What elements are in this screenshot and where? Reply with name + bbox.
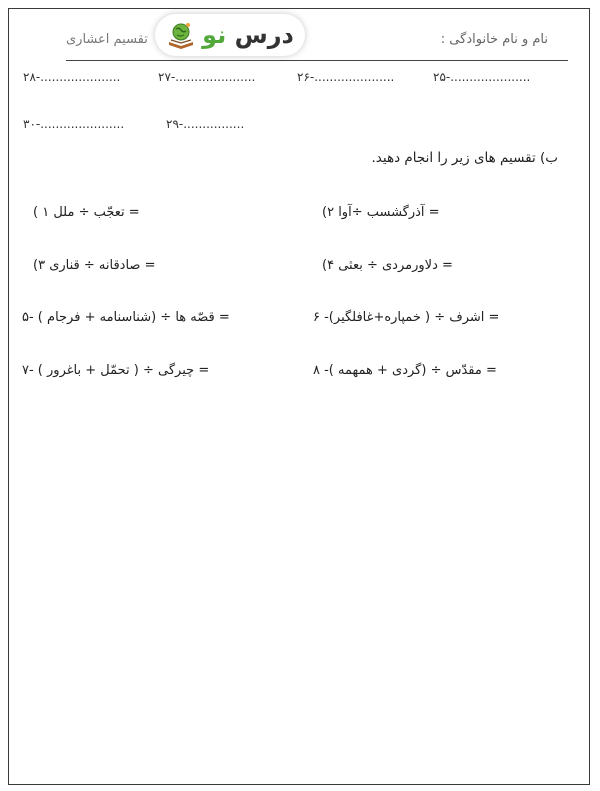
exercise-3: (۳ صادقانه ÷ قناری = xyxy=(33,258,156,273)
exercise-1: ( ۱ تعجّب ÷ ملل = xyxy=(33,205,140,220)
logo-text xyxy=(202,21,294,49)
fill-blank-26: ۲۶-..................... xyxy=(297,70,395,84)
fill-blank-25: ۲۵-..................... xyxy=(433,70,531,84)
header-divider xyxy=(66,60,568,61)
exercise-4: (۴ دلاورمردی ÷ بعثی = xyxy=(322,258,453,273)
fill-blank-27: ۲۷-..................... xyxy=(158,70,256,84)
logo-text-part2: نو xyxy=(202,21,227,49)
exercise-7: ۷- ( تحمّل + باغرور ) ÷ چیرگی = xyxy=(22,363,210,378)
student-name-label: نام و نام خانوادگی : xyxy=(440,32,548,47)
dars-no-logo xyxy=(155,14,305,56)
fill-blank-30: ۳۰-...................... xyxy=(23,117,125,131)
worksheet-topic: تقسیم اعشاری xyxy=(66,32,148,47)
exercise-8: ۸ -( گردی + همهمه) ÷ مقدّس = xyxy=(313,363,497,378)
book-globe-icon xyxy=(166,20,196,50)
fill-blank-28: ۲۸-..................... xyxy=(23,70,121,84)
exercise-5: ۵- ( شناسنامه + فرجام) ÷ قصّه ها = xyxy=(22,310,230,325)
exercise-6: ۶ -(خمپاره+غافلگیر ) ÷ اشرف = xyxy=(313,310,500,325)
fill-blank-29: ۲۹-................ xyxy=(166,117,245,131)
logo-text-part1: درس xyxy=(234,21,294,49)
exercise-2: (۲ آذرگشسب ÷آوا = xyxy=(322,205,440,220)
section-b-heading: ب) تقسیم های زیر را انجام دهید. xyxy=(371,150,558,166)
